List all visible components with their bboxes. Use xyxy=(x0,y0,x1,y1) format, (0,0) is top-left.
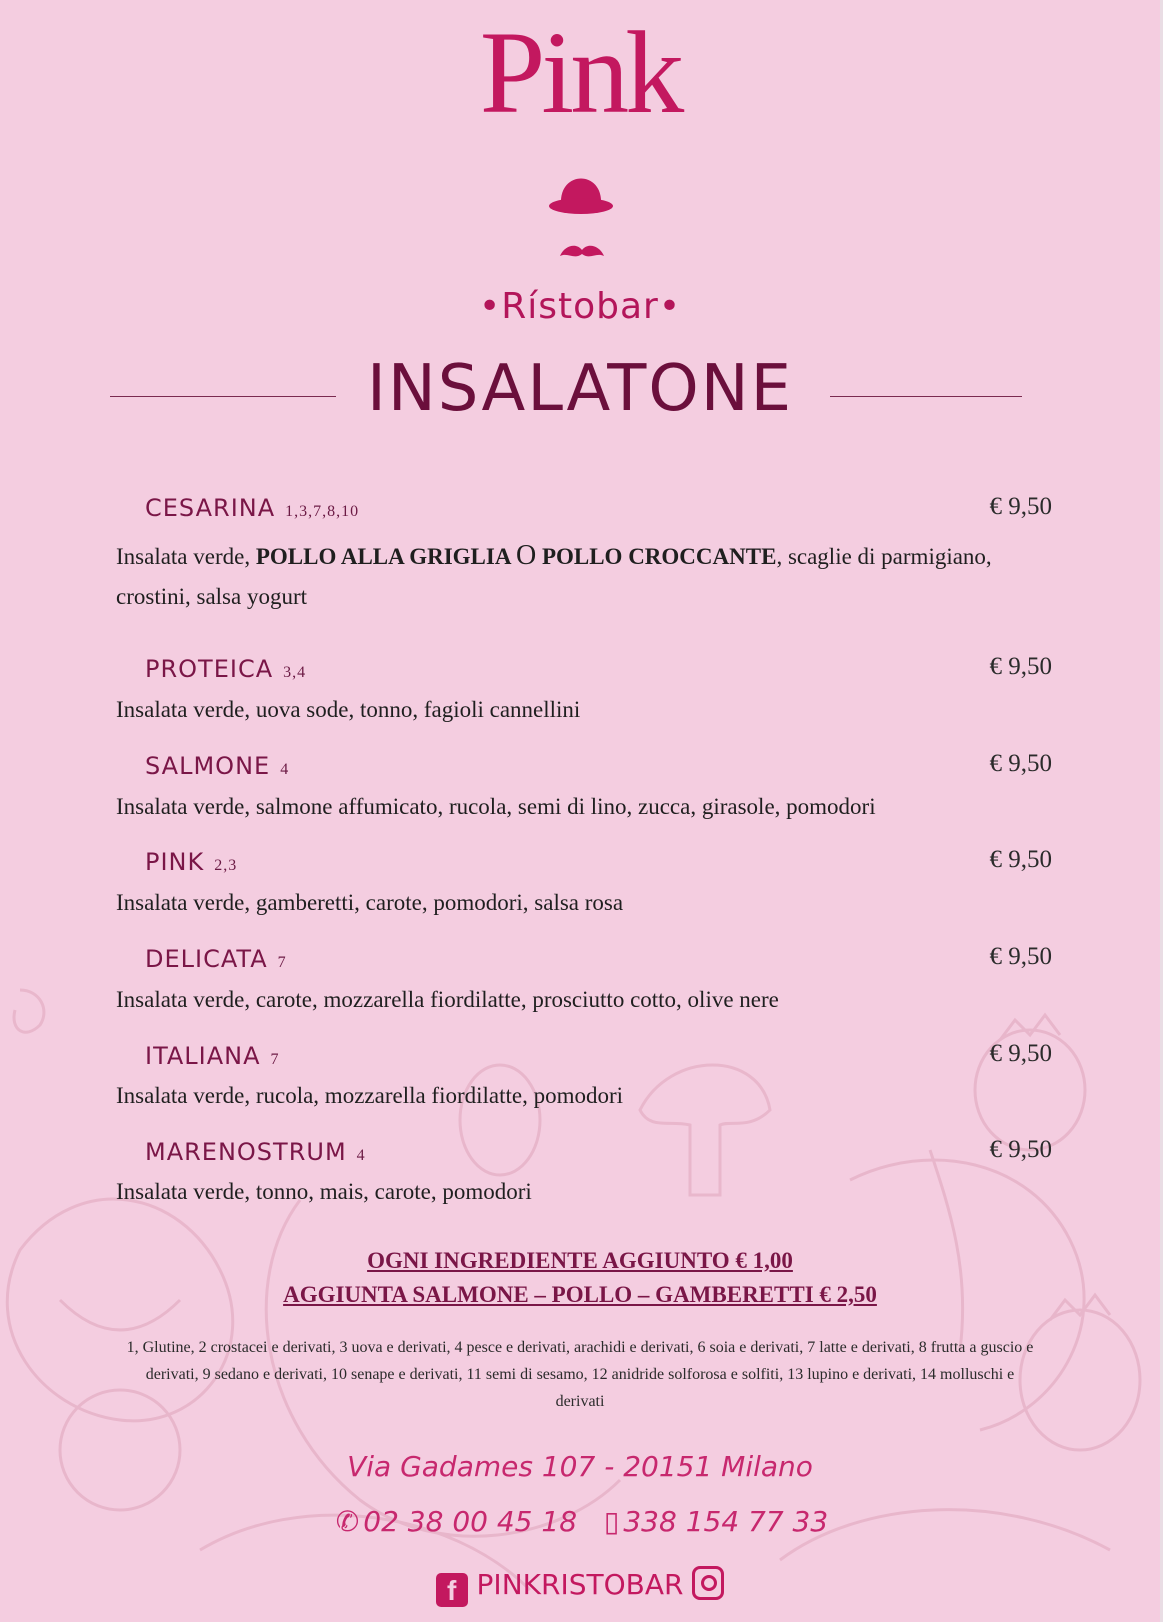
menu-item-description: Insalata verde, rucola, mozzarella fiordilatte, pomodori xyxy=(116,1083,624,1108)
item-allergens: 7 xyxy=(277,954,287,971)
item-allergens: 4 xyxy=(356,1147,366,1164)
item-title: CESARINA xyxy=(145,494,276,522)
phone-icon: ✆ xyxy=(335,1505,360,1538)
menu-item-name xyxy=(145,494,359,522)
mustache-icon xyxy=(560,244,604,262)
menu-item-name xyxy=(145,1138,366,1166)
menu-item-description: Insalata verde, carote, mozzarella fiordilatte, prosciutto cotto, olive nere xyxy=(116,987,779,1012)
desc-or-text: O xyxy=(515,540,537,571)
menu-item-price: € 9,50 xyxy=(989,493,1052,520)
mobile-icon: ▯ xyxy=(603,1505,620,1538)
menu-item-description: Insalata verde, gamberetti, carote, pomodori, salsa rosa xyxy=(116,890,624,915)
menu-item-name xyxy=(145,1042,280,1070)
menu-item-price: € 9,50 xyxy=(989,750,1052,777)
menu-item-description: Insalata verde, salmone affumicato, rucola, semi di lino, zucca, girasole, pomodori xyxy=(116,794,876,819)
menu-item-name xyxy=(145,945,287,973)
menu-item-price: € 9,50 xyxy=(989,1040,1052,1067)
menu-item-description xyxy=(116,536,1016,617)
section-heading: INSALATONE xyxy=(366,352,794,426)
extra-ingredient-note: OGNI INGREDIENTE AGGIUNTO € 1,00 xyxy=(367,1248,793,1273)
menu-item-price: € 9,50 xyxy=(989,943,1052,970)
contact-line xyxy=(0,1505,1160,1538)
item-title: PINK xyxy=(145,848,205,876)
item-title: DELICATA xyxy=(145,945,268,973)
phone-number[interactable]: 02 38 00 45 18 xyxy=(363,1505,578,1538)
allergen-legend: 1, Glutine, 2 crostacei e derivati, 3 uova e derivati, 4 pesce e derivati, arachidi e derivati, 6 soia e derivati, 7 latte e derivati, 8 frutta a guscio e derivati, 9 sedano e derivati, 10 senape e derivati, 11 semi di sesamo, 12 anidride solforosa e solfiti, 13 lupino e derivati, 14 molluschi e derivati xyxy=(126,1339,1034,1410)
desc-bold-text: POLLO CROCCANTE xyxy=(536,544,777,569)
item-title: ITALIANA xyxy=(145,1042,261,1070)
menu-item-description: Insalata verde, uova sode, tonno, fagioli cannellini xyxy=(116,697,581,722)
extra-protein-note: AGGIUNTA SALMONE – POLLO – GAMBERETTI € 2,50 xyxy=(283,1282,877,1307)
social-handle[interactable]: PINKRISTOBAR xyxy=(476,1568,684,1601)
item-title: SALMONE xyxy=(145,752,271,780)
desc-bold-text: POLLO ALLA GRIGLIA xyxy=(255,544,516,569)
item-title: PROTEICA xyxy=(145,655,274,683)
desc-text: Insalata verde, xyxy=(116,544,256,569)
address: Via Gadames 107 - 20151 Milano xyxy=(347,1450,813,1483)
menu-item-price: € 9,50 xyxy=(989,846,1052,873)
menu-item-name xyxy=(145,752,289,780)
heading-rule-right xyxy=(830,396,1022,397)
mobile-number[interactable]: 338 154 77 33 xyxy=(623,1505,829,1538)
desc-text: , scaglie di parmigiano, crostini, salsa yogurt xyxy=(116,544,992,609)
item-allergens: 1,3,7,8,10 xyxy=(285,503,360,520)
item-allergens: 7 xyxy=(270,1051,280,1068)
item-title: MARENOSTRUM xyxy=(145,1138,347,1166)
item-allergens: 3,4 xyxy=(283,664,307,681)
social-line xyxy=(0,1566,1160,1607)
menu-item-name xyxy=(145,848,237,876)
menu-item-description: Insalata verde, tonno, mais, carote, pomodori xyxy=(116,1179,532,1204)
facebook-icon[interactable]: f xyxy=(436,1573,468,1607)
item-allergens: 4 xyxy=(280,761,290,778)
menu-item-price: € 9,50 xyxy=(989,1136,1052,1163)
logo-tagline: •Rístobar• xyxy=(478,286,682,327)
item-allergens: 2,3 xyxy=(214,857,238,874)
menu-item-name xyxy=(145,655,306,683)
logo-name: Pink xyxy=(479,7,681,138)
menu-item-price: € 9,50 xyxy=(989,653,1052,680)
instagram-icon[interactable] xyxy=(692,1566,724,1600)
bowler-hat-icon xyxy=(549,160,613,220)
